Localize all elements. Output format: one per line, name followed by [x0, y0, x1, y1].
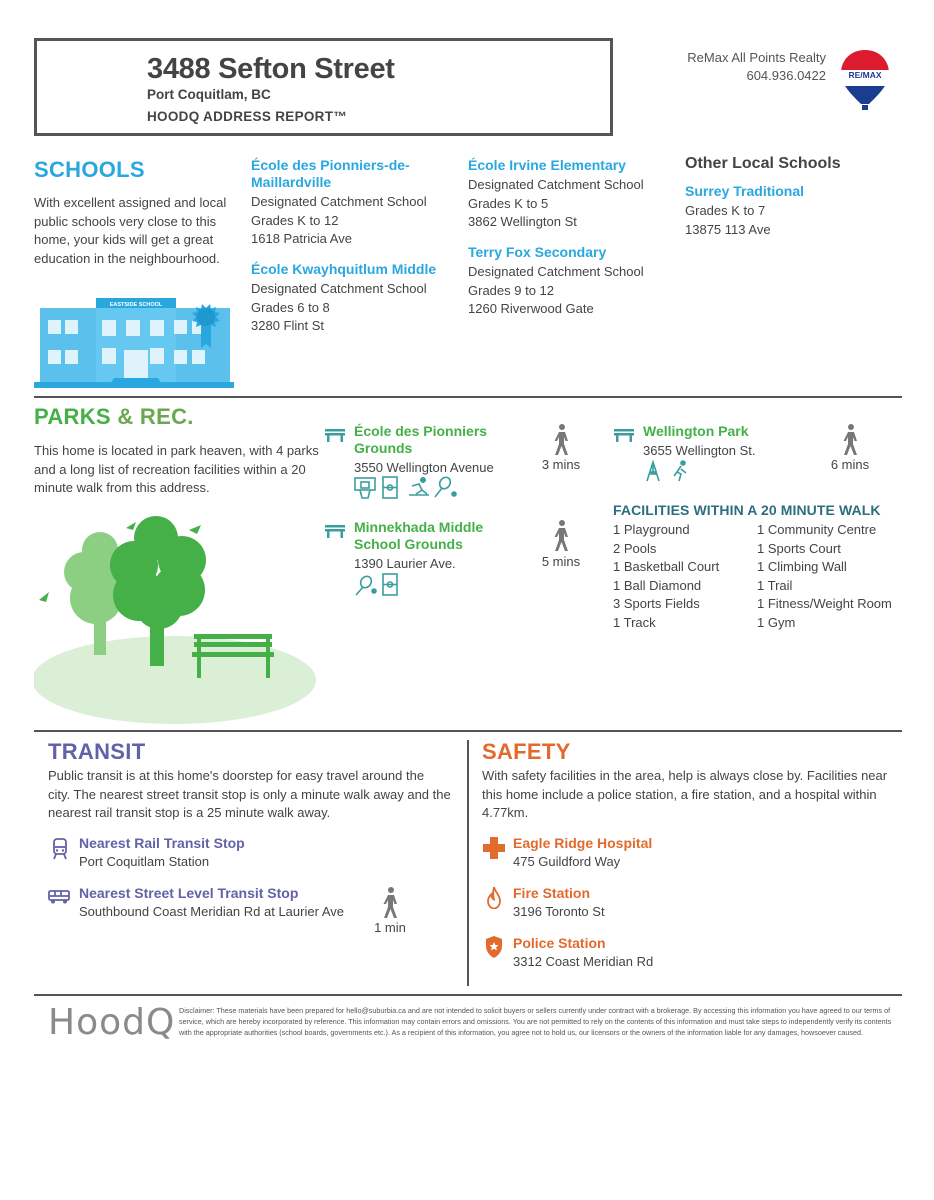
hospital-cross-icon [483, 837, 505, 859]
street-stop: Southbound Coast Meridian Rd at Laurier Ave [79, 904, 344, 919]
parks-title [34, 404, 194, 430]
logo-text: RE/MAX [848, 70, 882, 80]
agency-name: ReMax All Points Realty [687, 50, 826, 65]
agency-phone: 604.936.0422 [746, 68, 826, 83]
facility-item: 1 Playground [613, 522, 690, 537]
school-card [251, 261, 461, 336]
walk-icon [840, 424, 860, 456]
safety-description-line: 4.77km. [482, 805, 529, 820]
school-name[interactable]: École des Pionniers-de- [251, 157, 410, 173]
divider [34, 730, 902, 732]
fire-icon [487, 887, 501, 909]
walk-icon [551, 520, 571, 552]
disclaimer: Disclaimer: These materials have been prepared for hello@suburbia.ca and are not intended to solicit buyers or sellers currently under contract with a brokerage. By accessing this information you have agreed to our terms of service, which are hereby incorporated by reference. This information may contain errors and omissions. You are not permitted to rely on the contents of this information and must take steps to independently verify its contents with the appropriate authorities (school boards, governments etc.). As a recipient of this information, you agree not to hold us, our licensors or the owners of the information liable for any damages, howsoever caused. [179, 1006, 892, 1038]
vertical-divider [467, 740, 469, 986]
report-label: HOODQ ADDRESS REPORT™ [147, 109, 348, 124]
divider [34, 396, 902, 398]
parks-title-b: & REC. [117, 404, 194, 429]
facilities-list-col1 [613, 521, 753, 632]
park-facility-icons [354, 573, 404, 602]
school-type: Designated Catchment School [251, 194, 427, 209]
bus-icon [48, 890, 70, 904]
rail-heading[interactable]: Nearest Rail Transit Stop [79, 835, 245, 851]
other-schools-heading: Other Local Schools [685, 155, 841, 172]
park-address: 3655 Wellington St. [643, 443, 756, 458]
walk-icon [551, 424, 571, 456]
facility-item: 1 Track [613, 614, 656, 630]
police-station-name[interactable]: Police Station [513, 935, 606, 951]
transit-title: TRANSIT [48, 739, 146, 764]
school-card [685, 183, 895, 239]
park-address: 3550 Wellington Avenue [354, 460, 494, 475]
school-grades: Grades 9 to 12 [468, 282, 554, 298]
school-type: Designated Catchment School [468, 264, 644, 279]
school-grades: Grades K to 5 [468, 195, 549, 211]
park-name[interactable]: Wellington Park [643, 423, 749, 439]
park-facility-icons [354, 476, 464, 505]
city-label: Port Coquitlam, BC [147, 87, 271, 102]
school-grades: Grades K to 7 [685, 203, 766, 218]
transit-description-line: nearest rail transit stop is a 25 minute walk away. [48, 805, 331, 820]
address-box [34, 38, 613, 136]
park-bench-icon [324, 523, 346, 539]
school-grades: Grades 6 to 8 [251, 299, 330, 315]
park-card [354, 423, 524, 478]
school-card [468, 244, 678, 319]
facility-item: 1 Ball Diamond [613, 577, 702, 593]
park-card [354, 519, 524, 574]
park-name-cont[interactable]: School Grounds [354, 536, 463, 552]
park-name-cont[interactable]: Grounds [354, 440, 413, 456]
transit-description-line: city. The nearest street transit stop is only a minute walk away and the [48, 786, 451, 802]
school-type: Designated Catchment School [468, 177, 644, 192]
school-address: 1618 Patricia Ave [251, 231, 352, 246]
facility-item: 1 Gym [757, 614, 796, 630]
facility-item: 1 Climbing Wall [757, 559, 847, 574]
walk-time: 1 min [374, 920, 406, 935]
safety-description [482, 767, 902, 823]
school-name[interactable]: Terry Fox Secondary [468, 244, 607, 260]
school-card [251, 157, 461, 249]
walk-time: 5 mins [541, 554, 581, 569]
street-heading[interactable]: Nearest Street Level Transit Stop [79, 885, 299, 901]
facility-item: 1 Trail [757, 577, 793, 593]
facility-item: 1 Sports Court [757, 540, 841, 556]
park-card [643, 423, 813, 461]
park-name[interactable]: Minnekhada Middle [354, 519, 484, 535]
facility-item: 3 Sports Fields [613, 596, 700, 611]
facilities-list-col2 [757, 521, 902, 632]
fire-station-name[interactable]: Fire Station [513, 885, 591, 901]
school-building-illustration [34, 290, 249, 390]
school-type: Designated Catchment School [251, 281, 427, 296]
divider [34, 994, 902, 996]
park-illustration [34, 510, 324, 728]
school-name-cont[interactable]: Maillardville [251, 174, 332, 190]
schools-title: SCHOOLS [34, 157, 145, 182]
facilities-heading: FACILITIES WITHIN A 20 MINUTE WALK [613, 502, 881, 518]
walk-icon [380, 887, 400, 919]
schools-description: With excellent assigned and local public schools very close to this home, your kids will get a great education in the neighbourhood. [34, 195, 227, 266]
safety-description-line: this home include a police station, a fire station, and a hospital within [482, 786, 877, 802]
park-bench-icon [613, 427, 635, 443]
facility-item: 1 Basketball Court [613, 559, 720, 574]
school-grades: Grades K to 12 [251, 212, 339, 228]
safety-title: SAFETY [482, 739, 571, 764]
parks-description: This home is located in park heaven, with 4 parks and a long list of recreation facilities within a 20 minute walk from this address. [34, 443, 319, 495]
park-bench-icon [324, 427, 346, 443]
facility-item: 1 Community Centre [757, 522, 877, 537]
parks-title-a: PARKS [34, 404, 111, 429]
school-name[interactable]: École Irvine Elementary [468, 157, 626, 173]
fire-station-address: 3196 Toronto St [513, 904, 605, 919]
police-badge-icon [485, 936, 503, 958]
transit-description [48, 767, 463, 823]
walk-time: 3 mins [541, 457, 581, 472]
remax-balloon-logo [838, 48, 892, 114]
school-address: 3280 Flint St [251, 318, 324, 333]
walk-time: 6 mins [830, 457, 870, 472]
hospital-address: 475 Guildford Way [513, 854, 621, 869]
address-title: 3488 Sefton Street [147, 53, 395, 85]
transit-description-line: Public transit is at this home's doorstep for easy travel around the [48, 768, 425, 783]
hoodq-logo: HoodQ [48, 1002, 176, 1043]
facility-item: 1 Fitness/Weight Room [757, 596, 892, 611]
rail-stop: Port Coquitlam Station [79, 854, 210, 869]
school-name[interactable]: Surrey Traditional [685, 183, 805, 199]
safety-description-line: With safety facilities in the area, help is always close by. Facilities near [482, 768, 888, 783]
park-address: 1390 Laurier Ave. [354, 556, 456, 571]
facility-item: 2 Pools [613, 540, 657, 556]
school-card [468, 157, 678, 232]
park-name[interactable]: École des Pionniers [354, 423, 488, 439]
train-icon [52, 838, 68, 860]
school-address: 13875 113 Ave [685, 221, 771, 237]
school-name[interactable]: École Kwayhquitlum Middle [251, 261, 437, 277]
school-address: 1260 Riverwood Gate [468, 301, 594, 316]
police-station-address: 3312 Coast Meridian Rd [513, 954, 654, 969]
hospital-name[interactable]: Eagle Ridge Hospital [513, 835, 653, 851]
school-sign: EASTSIDE SCHOOL [109, 302, 163, 308]
park-facility-icons [645, 460, 689, 487]
school-address: 3862 Wellington St [468, 214, 577, 229]
